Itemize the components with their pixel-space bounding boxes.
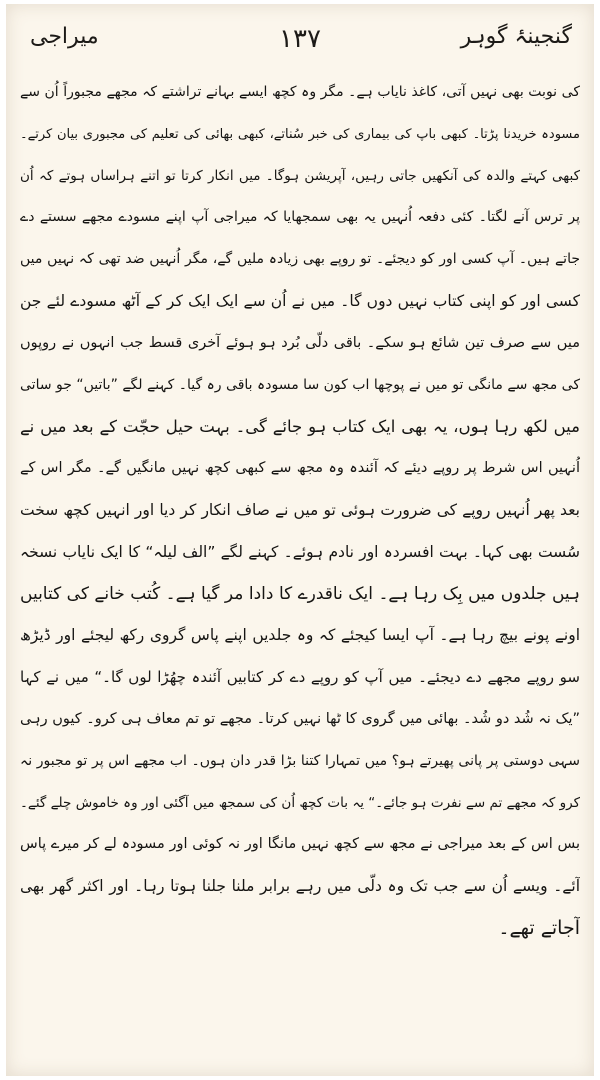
text-line: سہی دوستی پر پانی پھیرتے ہو؟ میں تمہارا کتنا بڑا قدر دان ہوں۔ اب مجھے اس پر تو مجبور نہ [20, 752, 580, 769]
text-line: مسودہ خریدنا پڑتا۔ کبھی باپ کی بیماری کی خبر سُناتے، کبھی بھائی کی تعلیم کی مجبوری بیان کرتے۔ [20, 126, 580, 142]
page-header [6, 24, 594, 64]
text-line: کی نوبت بھی نہیں آتی، کاغذ نایاب ہے۔ مگر وہ کچھ ایسے بہانے تراشتے کہ مجھے مجبوراً اُن سے [20, 84, 580, 100]
text-line: پر ترس آنے لگتا۔ کئی دفعہ اُنہیں یہ بھی سمجھایا کہ میراجی آپ اپنے مسودے مجھے سستے دے [20, 209, 580, 226]
text-line: اُنہیں اس شرط پر روپے دیئے کہ آئندہ وہ مجھ سے کبھی کچھ نہیں مانگیں گے۔ مگر اس کے [20, 460, 580, 477]
book-title: گنجینۂ گوہر [460, 24, 572, 49]
text-line: میں سے صرف تین شائع ہو سکے۔ باقی دلّی بُرد ہو ہوئے آخری قسط جب انہوں نے روپوں [20, 334, 580, 351]
text-line: اونے پونے بیچ رہا ہے۔ آپ ایسا کیجئے کہ وہ جلدیں اپنے پاس گروی رکھ لیجئے اور ڈیڑھ [20, 626, 580, 645]
text-line: کی مجھ سے مانگی تو میں نے پوچھا اب کون سا مسودہ باقی رہ گیا۔ کہنے لگے ”باتیں“ جو ساتی [20, 376, 580, 393]
text-line: کرو کہ مجھے تم سے نفرت ہو جائے۔“ یہ بات کچھ اُن کی سمجھ میں آگئی اور وہ خاموش چلے گئے۔ [20, 794, 580, 811]
body-text [20, 72, 580, 950]
text-line: ”یک نہ شُد دو شُد۔ بھائی میں گروی کا ٹھا نہیں کرتا۔ مجھے تو تم معاف ہی کرو۔ کیوں رہی [20, 710, 580, 727]
text-line: جاتے ہیں۔ آپ کسی اور کو دیجئے۔ تو روپے بھی زیادہ ملیں گے، مگر اُنہیں ضد تھی کہ نہیں میں [20, 251, 580, 268]
text-line: آئے۔ ویسے اُن سے جب تک وہ دلّی میں رہے برابر ملنا جلنا ہوتا رہا۔ اور اکثر گھر بھی [20, 877, 580, 896]
author-name: میراجی [30, 24, 99, 49]
text-line: کبھی کہتے والدہ کی آنکھیں جاتی رہیں، آپریشن ہوگا۔ میں انکار کرتا تو اتنے ہراساں ہوتے کہ اُن [20, 167, 580, 184]
text-line-final: آجاتے تھے۔ [498, 916, 580, 939]
text-line: بعد پھر اُنہیں روپے کی ضرورت ہوئی تو میں نے صاف انکار کر دیا اور انہیں کچھ سخت [20, 500, 580, 519]
text-line: کسی اور کو اپنی کتاب نہیں دوں گا۔ میں نے اُن سے ایک ایک کر کے آٹھ مسودے لئے جن [20, 291, 580, 310]
book-page [6, 4, 594, 1076]
page-number: ۱۳۷ [279, 24, 321, 54]
text-line: بس اس کے بعد میراجی نے مجھ سے کچھ نہیں مانگا اور نہ کوئی اور مسودہ لے کر میرے پاس [20, 836, 580, 853]
text-line: سو روپے مجھے دے دیجئے۔ میں آپ کو روپے دے کر کتابیں آئندہ چھُڑا لوں گا۔“ میں نے کہا [20, 668, 580, 687]
text-line: میں لکھ رہا ہوں، یہ بھی ایک کتاب ہو جائے گی۔ بہت حیل حجّت کے بعد میں نے [20, 417, 580, 437]
text-line: سُست بھی کہا۔ بہت افسردہ اور نادم ہوئے۔ کہنے لگے ”الف لیلہ“ کا ایک نایاب نسخہ [20, 542, 580, 561]
text-line: ہیں جلدوں میں بِک رہا ہے۔ ایک ناقدرے کا دادا مر گیا ہے۔ کُتب خانے کی کتابیں [20, 583, 580, 604]
